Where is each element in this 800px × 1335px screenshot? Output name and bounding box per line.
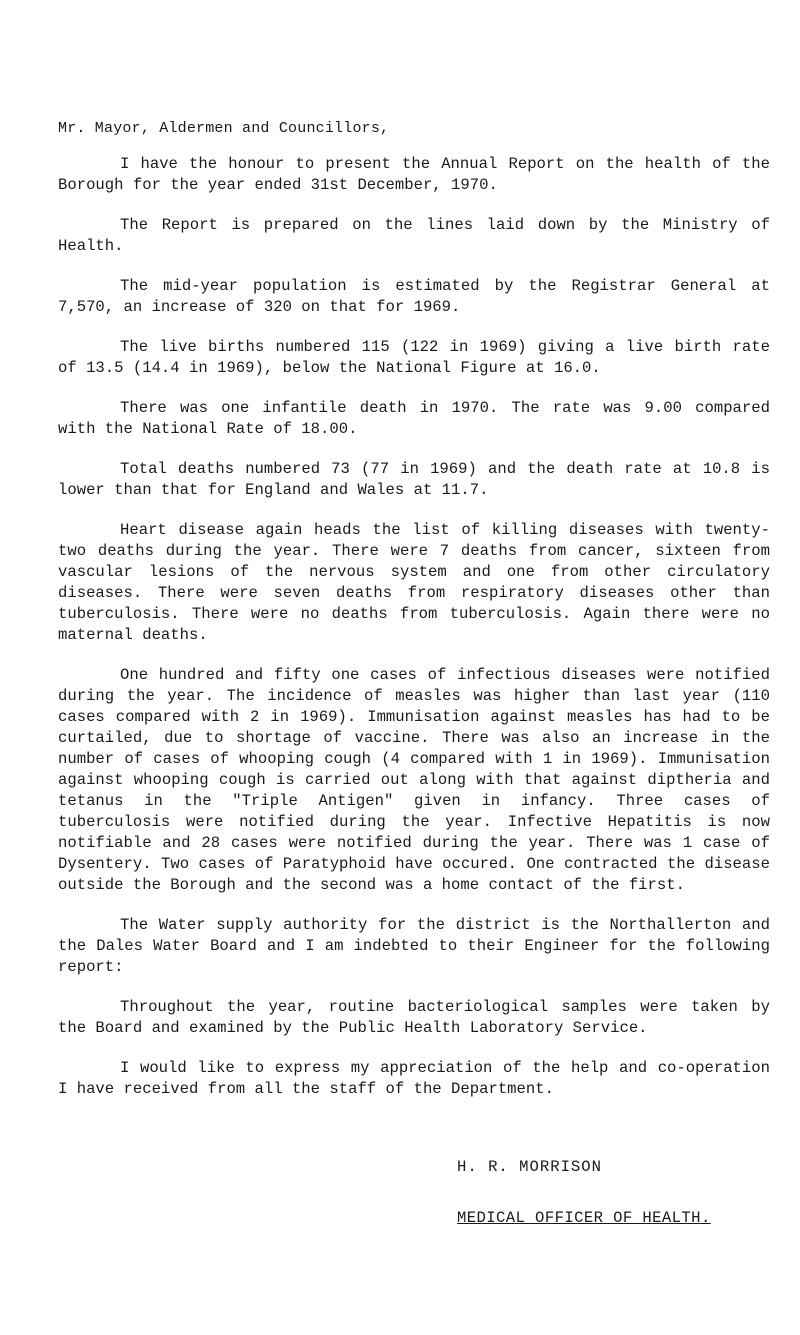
signatory-name: H. R. MORRISON — [457, 1158, 603, 1176]
paragraph-population: The mid-year population is estimated by the Registrar General at 7,570, an increase of 320 on that for 1969. — [58, 277, 770, 316]
paragraph-causes-of-death: Heart disease again heads the list of killing diseases with twenty-two deaths during the year. There were 7 deaths from cancer, sixteen from vascular lesions of the nervous system and one from other circulatory diseases. There were seven deaths from respiratory diseases other than tuberculosis. There were no deaths from tuberculosis. Again there were no maternal deaths. — [58, 521, 770, 644]
paragraph-infectious-diseases: One hundred and fifty one cases of infectious diseases were notified during the year. The incidence of measles was higher than last year (110 cases compared with 2 in 1969). Immunisation against measles has had to be curtailed, due to shortage of vaccine. There was also an increase in the number of cases of whooping cough (4 compared with 1 in 1969). Immunisation against whooping cough is carried out along with that against diptheria and tetanus in the "Triple Antigen" given in infancy. Three cases of tuberculosis were notified during the year. Infective Hepatitis is now notifiable and 28 cases were notified during the year. There was 1 case of Dysentery. Two cases of Paratyphoid have occured. One contracted the disease outside the Borough and the second was a home contact of the first. — [58, 666, 770, 894]
signature-block — [457, 1157, 717, 1229]
signatory-title: MEDICAL OFFICER OF HEALTH. — [457, 1209, 711, 1227]
paragraph-total-deaths: Total deaths numbered 73 (77 in 1969) and the death rate at 10.8 is lower than that for England and Wales at 11.7. — [58, 460, 770, 499]
salutation: Mr. Mayor, Aldermen and Councillors, — [58, 120, 390, 137]
paragraph-infant-death: There was one infantile death in 1970. The rate was 9.00 compared with the National Rate of 18.00. — [58, 399, 770, 438]
paragraph-ministry: The Report is prepared on the lines laid down by the Ministry of Health. — [58, 216, 770, 255]
paragraph-births: The live births numbered 115 (122 in 1969) giving a live birth rate of 13.5 (14.4 in 1969), below the National Figure at 16.0. — [58, 338, 770, 377]
paragraph-water-supply: The Water supply authority for the district is the Northallerton and the Dales Water Board and I am indebted to their Engineer for the following report: — [58, 916, 770, 976]
paragraph-introduction: I have the honour to present the Annual Report on the health of the Borough for the year ended 31st December, 1970. — [58, 155, 770, 194]
paragraph-bacteriological-samples: Throughout the year, routine bacteriological samples were taken by the Board and examined by the Public Health Laboratory Service. — [58, 998, 770, 1037]
letter-body — [58, 118, 770, 1119]
paragraph-appreciation: I would like to express my appreciation of the help and co-operation I have received from all the staff of the Department. — [58, 1059, 770, 1098]
